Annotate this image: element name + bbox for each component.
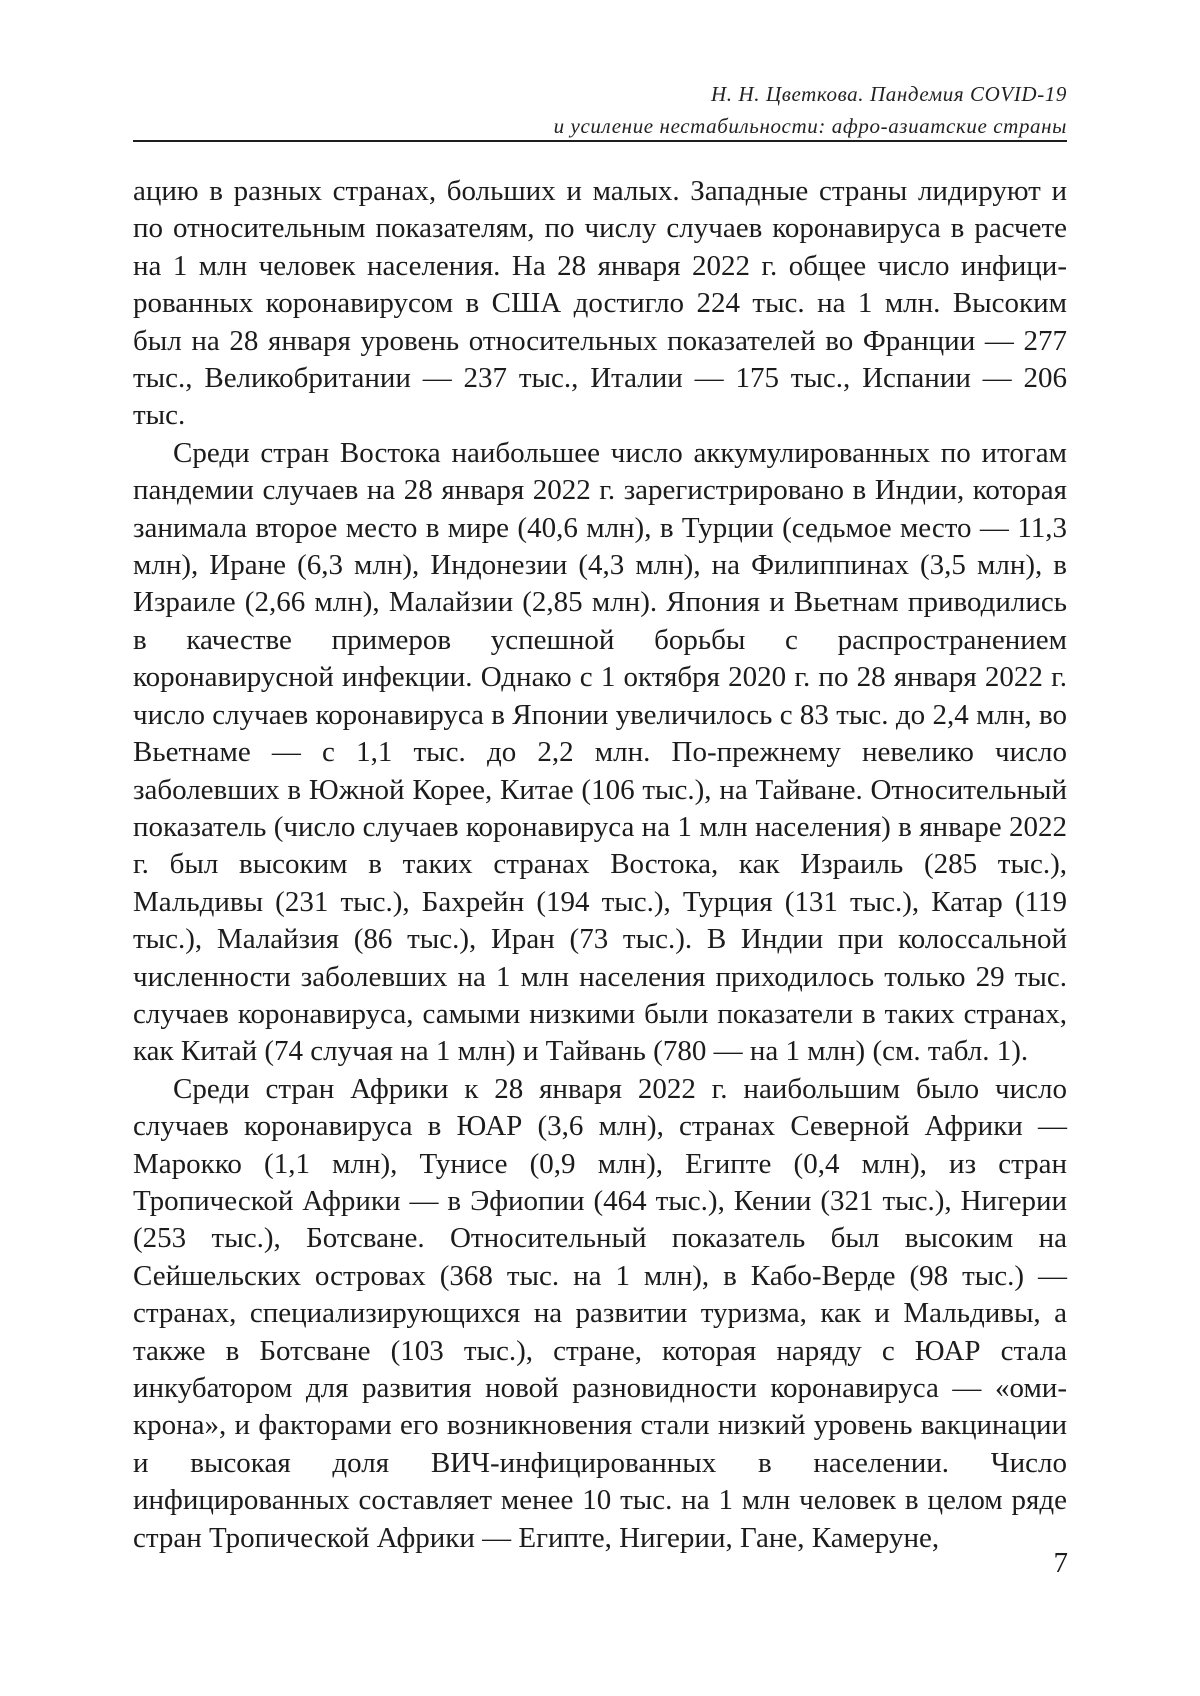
body-text xyxy=(133,173,1067,1557)
paragraph-1: ацию в разных странах, больших и малых. Западные страны лидируют и по относительным показателям, по числу случаев коронавируса в расчете на 1 млн человек населения. На 28 января 2022 г. общее число инфици­рованных коронавирусом в США достигло 224 тыс. на 1 млн. Высоким был на 28 января уровень относительных показателей во Франции — 277 тыс., Великобритании — 237 тыс., Италии — 175 тыс., Испании — 206 тыс. xyxy=(133,173,1067,435)
header-author: Н. Н. Цветкова xyxy=(711,82,858,106)
running-header xyxy=(133,78,1067,142)
header-title-part1: . Пандемия COVID-19 xyxy=(858,82,1067,106)
header-line-1 xyxy=(133,78,1067,110)
paragraph-2: Среди стран Востока наибольшее число аккумулированных по итогам пандемии случаев на 28 января 2022 г. зарегистрировано в Индии, которая занимала второе место в мире (40,6 млн), в Турции (седьмое место — 11,3 млн), Иране (6,3 млн), Индонезии (4,3 млн), на Филиппинах (3,5 млн), в Израиле (2,66 млн), Малайзии (2,85 млн). Япония и Вьетнам приводились в качестве примеров успешной борьбы с распространением коронавирусной инфекции. Однако с 1 октября 2020 г. по 28 января 2022 г. число случаев коронавируса в Японии уве­личилось с 83 тыс. до 2,4 млн, во Вьетнаме — с 1,1 тыс. до 2,2 млн. По-прежнему невелико число заболевших в Южной Корее, Китае (106 тыс.), на Тайване. Относительный показатель (число случаев коро­навируса на 1 млн населения) в январе 2022 г. был высоким в таких странах Востока, как Израиль (285 тыс.), Мальдивы (231 тыс.), Бахрейн (194 тыс.), Турция (131 тыс.), Катар (119 тыс.), Малайзия (86 тыс.), Иран (73 тыс.). В Индии при колоссальной численности заболевших на 1 млн населения приходилось только 29 тыс. случаев коронавируса, самыми низкими были показатели в таких странах, как Китай (74 случая на 1 млн) и Тайвань (780 — на 1 млн) (см. табл. 1). xyxy=(133,435,1067,1071)
header-title-part2: и усиление нестабильности: афро-азиатские страны xyxy=(133,110,1067,142)
paragraph-3: Среди стран Африки к 28 января 2022 г. наибольшим было число случаев коронавируса в ЮАР (3,6 млн), странах Северной Африки — Марокко (1,1 млн), Тунисе (0,9 млн), Египте (0,4 млн), из стран Тропической Африки — в Эфиопии (464 тыс.), Кении (321 тыс.), Нигерии (253 тыс.), Ботсване. Относительный показатель был высоким на Сейшельских островах (368 тыс. на 1 млн), в Кабо-Верде (98 тыс.) — странах, специализирующихся на развитии туризма, как и Мальдивы, а также в Ботсване (103 тыс.), стране, которая наряду с ЮАР стала инкубатором для развития новой разновидности коронавируса — «оми­крона», и факторами его возникновения стали низкий уровень вак­цинации и высокая доля ВИЧ-инфицированных в населении. Число инфицированных составляет менее 10 тыс. на 1 млн человек в целом ряде стран Тропической Африки — Египте, Нигерии, Гане, Камеруне, xyxy=(133,1071,1067,1557)
header-rule xyxy=(133,140,1067,142)
page-number: 7 xyxy=(1040,1546,1068,1580)
